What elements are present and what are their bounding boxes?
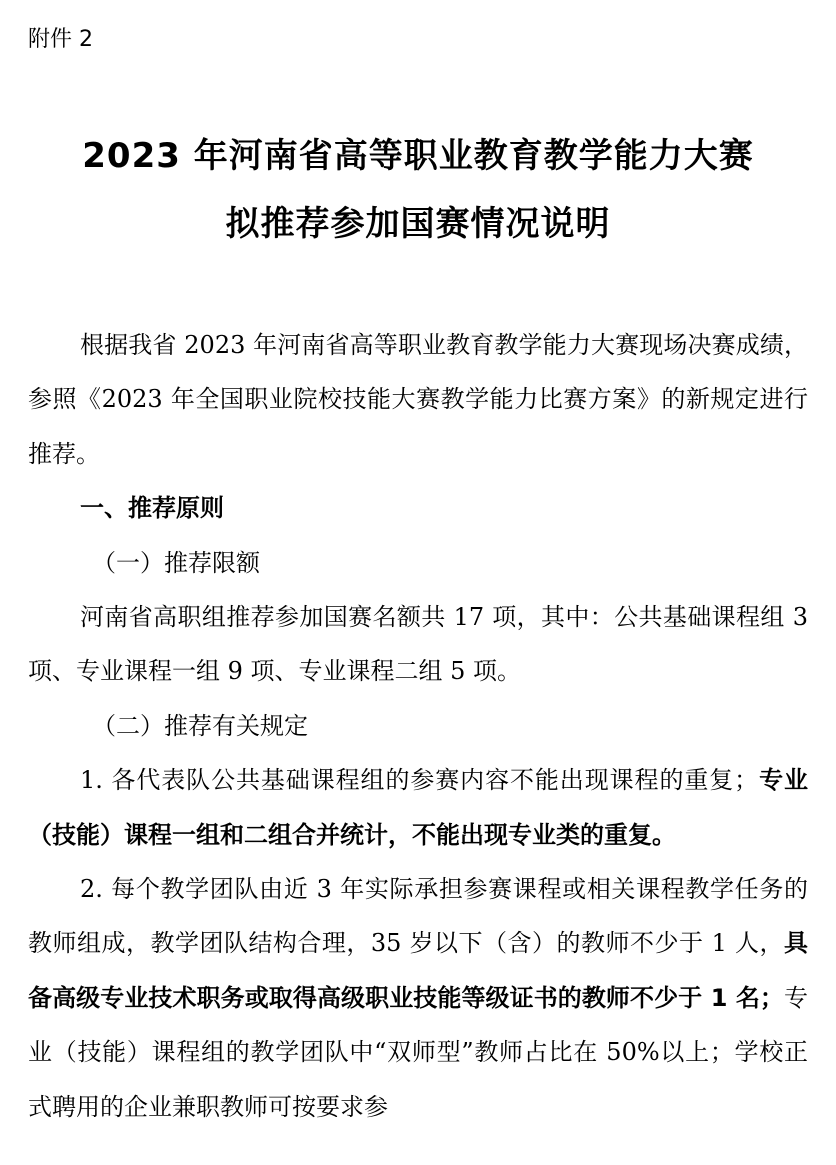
rule-2-text-part-1: 2. 每个教学团队由近 3 年实际承担参赛课程或相关课程教学任务的教师组成，教学团队结构合理，35 岁以下（含）的教师不少于 1 人， <box>28 875 808 958</box>
document-title-line-1: 2023 年河南省高等职业教育教学能力大赛 <box>82 136 754 176</box>
rule-1-bold-text: 专业（技能）课程一组和二组合并统计，不能出现专业类的重复。 <box>28 766 809 849</box>
section-heading-principles: 一、推荐原则 <box>80 494 224 523</box>
rule-1-text: 1. 各代表队公共基础课程组的参赛内容不能出现课程的重复； <box>80 766 759 795</box>
intro-paragraph: 根据我省 2023 年河南省高等职业教育教学能力大赛现场决赛成绩，参照《2023 年全国职业院校技能大赛教学能力比赛方案》的新规定进行推荐。 <box>28 331 808 468</box>
rule-2-paragraph <box>28 862 808 1134</box>
subsection-heading-rules: （二）推荐有关规定 <box>92 711 308 740</box>
document-title-line-2: 拟推荐参加国赛情况说明 <box>225 204 611 244</box>
subsection-heading-quota: （一）推荐限额 <box>92 548 260 577</box>
attachment-label: 附件 2 <box>28 27 93 52</box>
document-body <box>28 318 808 1134</box>
rule-1-paragraph <box>28 753 808 862</box>
rule-2-bold-text: 具备高级专业技术职务或取得高级职业技能等级证书的教师不少于 1 名； <box>28 929 808 1012</box>
quota-paragraph: 河南省高职组推荐参加国赛名额共 17 项，其中：公共基础课程组 3 项、专业课程一组 9 项、专业课程二组 5 项。 <box>28 603 808 686</box>
rule-2-text-part-2: 专业（技能）课程组的教学团队中“双师型”教师占比在 50%以上；学校正式聘用的企业兼职教师可按要求参 <box>28 983 808 1121</box>
